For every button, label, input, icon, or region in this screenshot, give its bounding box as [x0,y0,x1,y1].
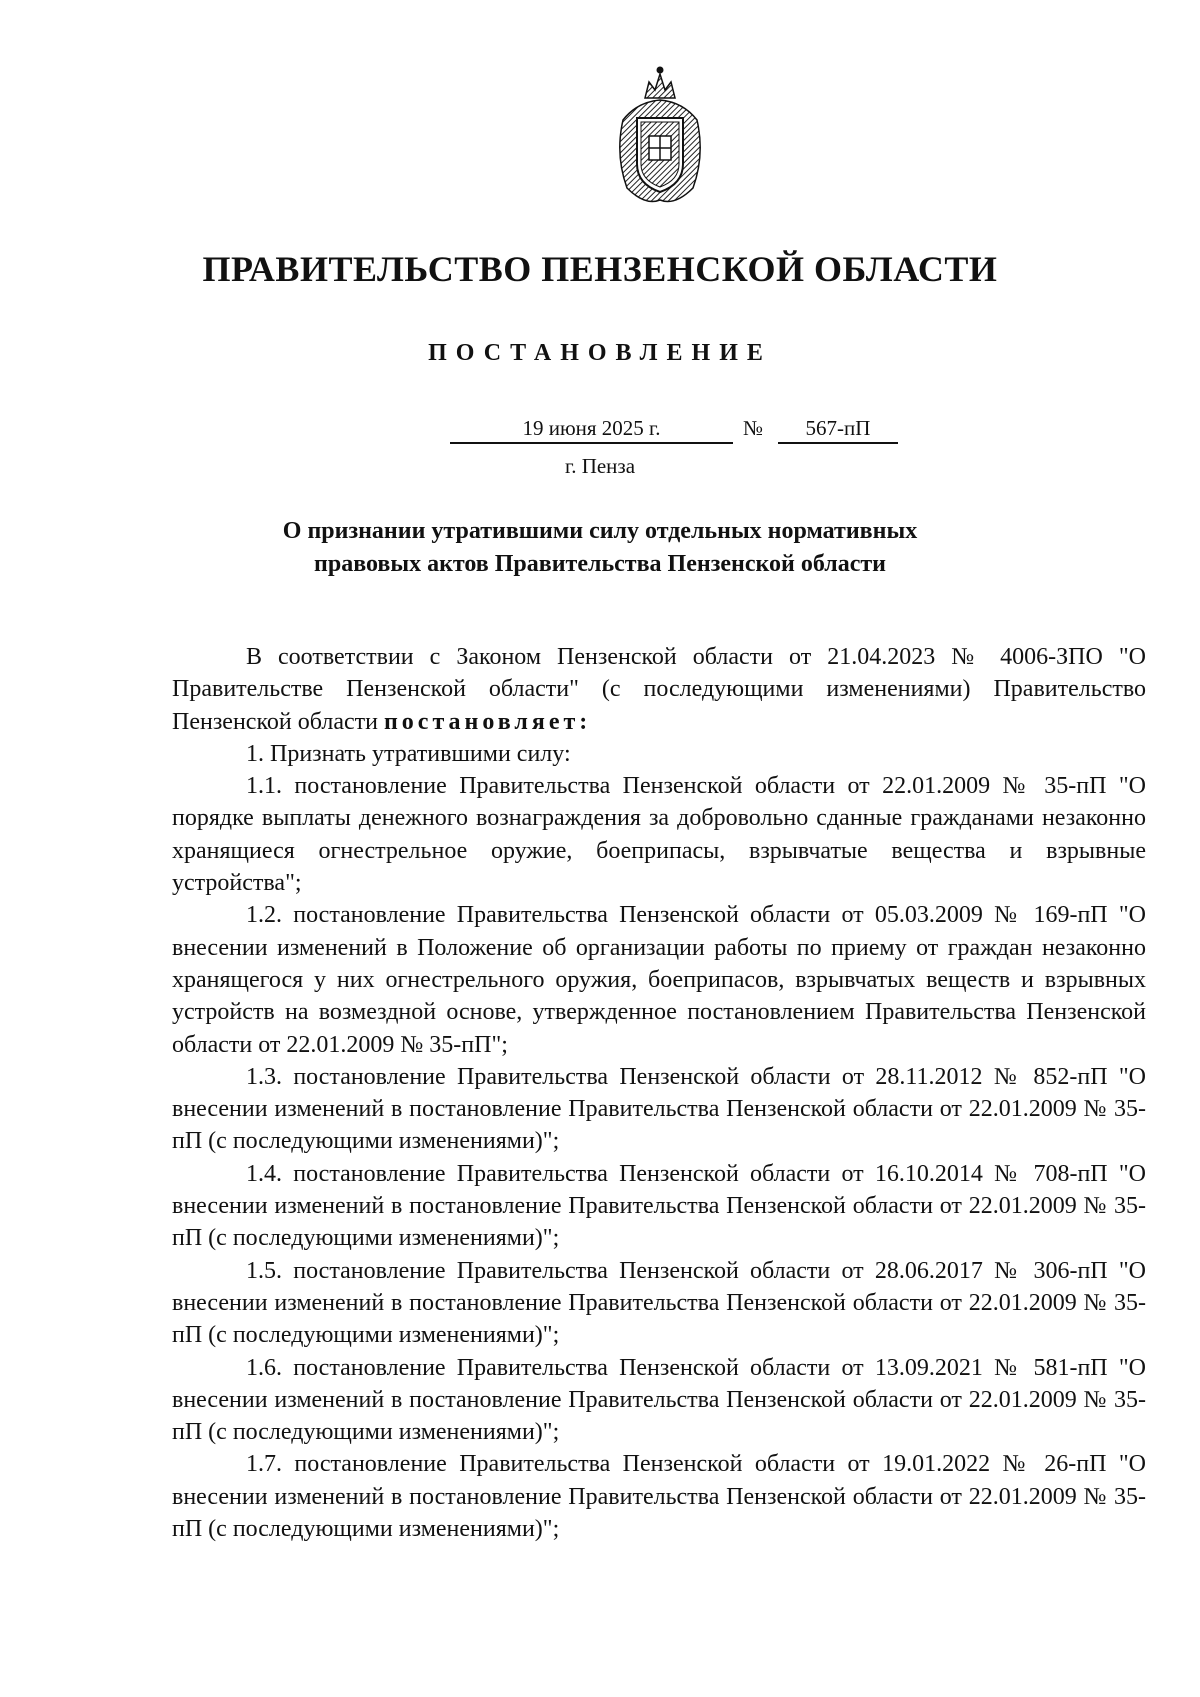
intro-paragraph [172,641,1146,738]
document-city: г. Пенза [564,454,636,478]
list-item: 1. Признать утратившими силу: [246,740,571,767]
subject-line: О признании утратившими силу отдельных нормативных [282,518,918,544]
list-item: 1.7. постановление Правительства Пензенской области от 19.01.2022 № 26-пП "О внесении изменений в постановление Правительства Пензенской области от 22.01.2009 № 35-пП (с последующими изменениями)"; [172,1451,1146,1543]
list-item: 1.4. постановление Правительства Пензенской области от 16.10.2014 № 708-пП "О внесении изменений в постановление Правительства Пензенской области от 22.01.2009 № 35-пП (с последующими изменениями)"; [172,1160,1146,1252]
document-number: 567-пП [778,414,898,444]
list-item: 1.3. постановление Правительства Пензенской области от 28.11.2012 № 852-пП "О внесении изменений в постановление Правительства Пензенской области от 22.01.2009 № 35-пП (с последующими изменениями)"; [172,1063,1146,1155]
document-body [172,641,1146,1545]
list-item: 1.2. постановление Правительства Пензенской области от 05.03.2009 № 169-пП "О внесении изменений в Положение об организации работы по приему от граждан незаконно хранящегося у них огнестрельного оружия, боеприпасов, взрывчатых веществ и взрывных устройств на возмездной основе, утвержденное постановлением Правительства Пензенской области от 22.01.2009 № 35-пП"; [172,902,1146,1058]
subject-line: правовых актов Правительства Пензенской области [314,551,886,577]
government-title: ПРАВИТЕЛЬСТВО ПЕНЗЕНСКОЙ ОБЛАСТИ [202,249,998,289]
resolves-keyword: постановляет: [383,708,592,735]
list-item: 1.1. постановление Правительства Пензенской области от 22.01.2009 № 35-пП "О порядке выплаты денежного вознаграждения за добровольно сданные гражданами незаконно хранящиеся огнестрельное оружие, боеприпасы, взрывчатые вещества и взрывные устройства"; [172,773,1146,897]
date-number-row [450,414,900,444]
list-item: 1.6. постановление Правительства Пензенской области от 13.09.2021 № 581-пП "О внесении изменений в постановление Правительства Пензенской области от 22.01.2009 № 35-пП (с последующими изменениями)"; [172,1354,1146,1446]
number-sign: № [743,416,764,440]
intro-text: В соответствии с Законом Пензенской области от 21.04.2023 № 4006-ЗПО "О Правительстве Пензенской области" (с последующими изменениями) Правительство Пензенской области [172,644,1146,735]
document-subject [150,515,1050,581]
document-date: 19 июня 2025 г. [450,414,733,444]
coat-of-arms-icon [605,60,715,210]
document-type-heading: ПОСТАНОВЛЕНИЕ [428,340,772,366]
list-item: 1.5. постановление Правительства Пензенской области от 28.06.2017 № 306-пП "О внесении изменений в постановление Правительства Пензенской области от 22.01.2009 № 35-пП (с последующими изменениями)"; [172,1257,1146,1349]
